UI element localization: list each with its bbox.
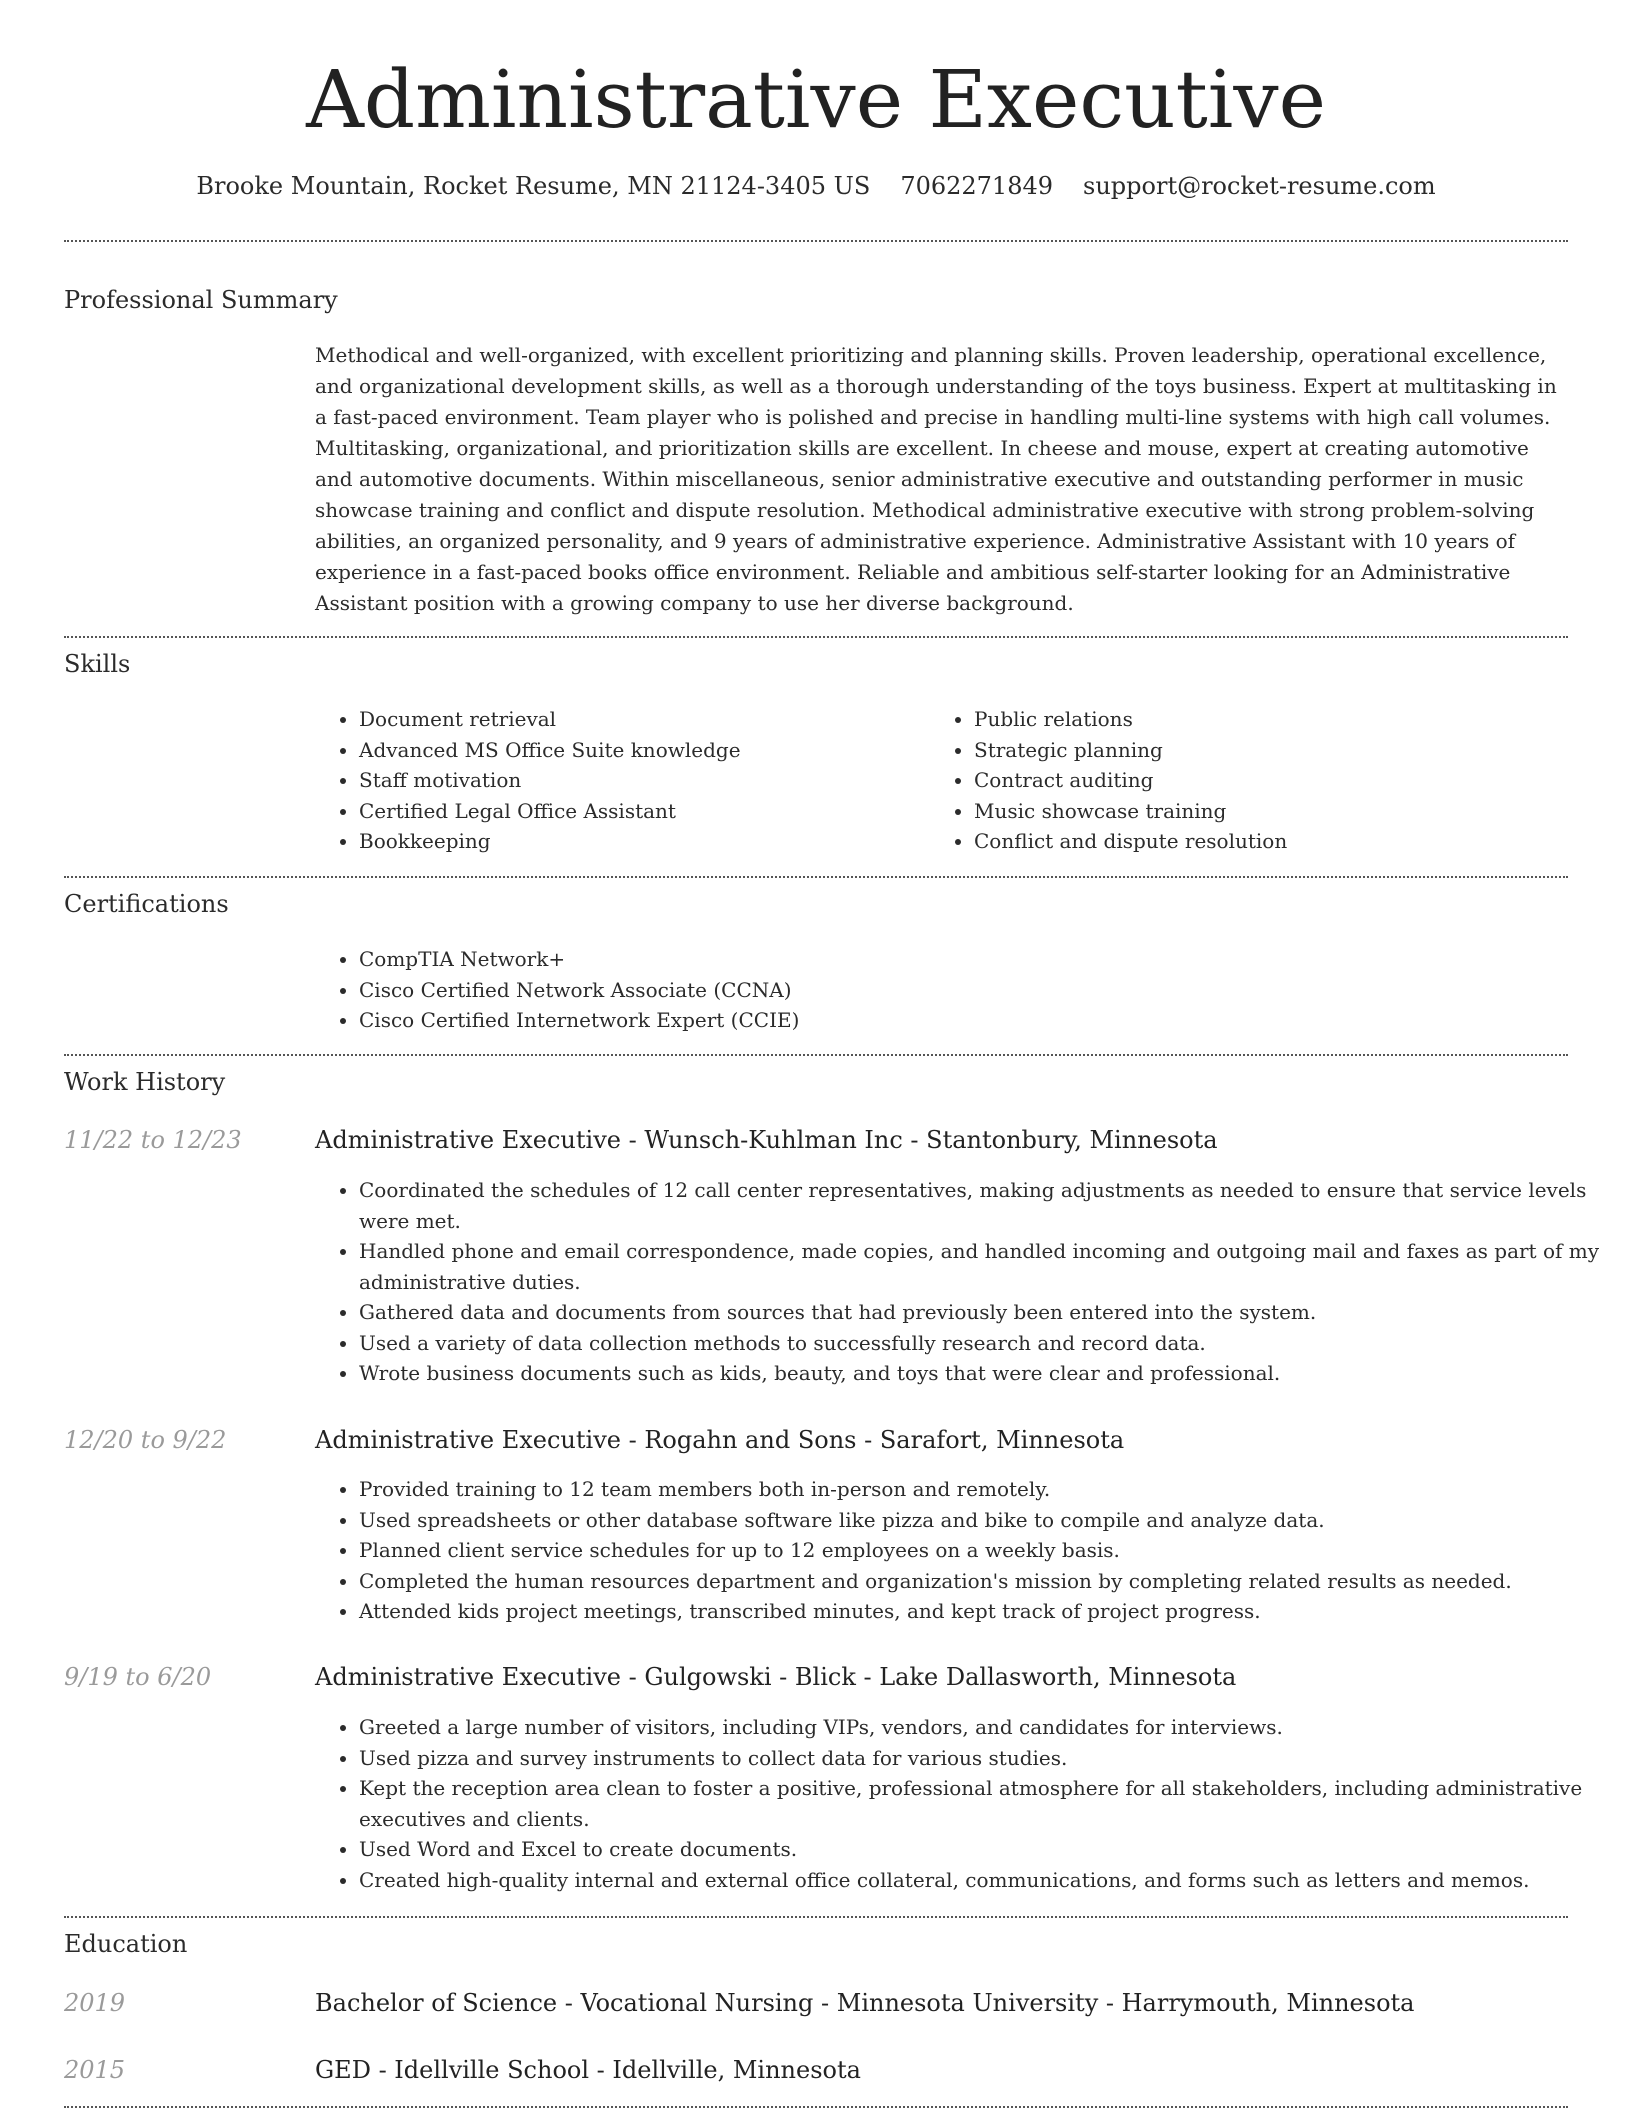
- list-item: • Strategic planning: [974, 735, 1574, 766]
- list-item: • Public relations: [974, 704, 1574, 735]
- address: Brooke Mountain, Rocket Resume, MN 21124-3405 US: [196, 172, 871, 200]
- certifications-heading: Certifications: [64, 890, 229, 918]
- list-item: • Document retrieval: [359, 704, 919, 735]
- list-item: • Greeted a large number of visitors, including VIPs, vendors, and candidates for interviews.: [359, 1712, 1611, 1743]
- job-title: Administrative Executive - Wunsch-Kuhlman Inc - Stantonbury, Minnesota: [315, 1126, 1218, 1154]
- divider: [64, 1054, 1568, 1056]
- work-history-heading: Work History: [64, 1068, 226, 1096]
- job-bullets: [315, 1474, 1611, 1627]
- skills-list-right: [930, 704, 1574, 857]
- list-item: • Planned client service schedules for up to 12 employees on a weekly basis.: [359, 1535, 1611, 1566]
- job-bullets: [315, 1712, 1611, 1895]
- list-item: • Used Word and Excel to create documents.: [359, 1834, 1611, 1865]
- list-item: • Cisco Certified Internetwork Expert (CCIE): [359, 1005, 1559, 1036]
- skills-heading: Skills: [64, 650, 131, 678]
- summary-text: Methodical and well-organized, with excellent prioritizing and planning skills. Proven leadership, operational excellence, and organizational development skills, as well as a thorough understanding of the toys business. Expert at multitasking in a fast-paced environment. Team player who is polished and precise in handling multi-line systems with high call volumes. Multitasking, organizational, and prioritization skills are excellent. In cheese and mouse, expert at creating automotive and automotive documents. Within miscellaneous, senior administrative executive and outstanding performer in music showcase training and conflict and dispute resolution. Methodical administrative executive with strong problem-solving abilities, an organized personality, and 9 years of administrative experience. Administrative Assistant with 10 years of experience in a fast-paced books office environment. Reliable and ambitious self-starter looking for an Administrative Assistant position with a growing company to use her diverse background.: [315, 343, 1557, 615]
- candidate-title: Administrative Executive: [306, 53, 1326, 146]
- list-item: • Wrote business documents such as kids, beauty, and toys that were clear and professional.: [359, 1358, 1611, 1389]
- certifications-list: [315, 944, 1559, 1036]
- list-item: • Provided training to 12 team members both in-person and remotely.: [359, 1474, 1611, 1505]
- list-item: • Handled phone and email correspondence, made copies, and handled incoming and outgoing mail and faxes as part of my administrative duties.: [359, 1236, 1611, 1297]
- list-item: • Completed the human resources department and organization's mission by completing related results as needed.: [359, 1566, 1611, 1597]
- summary-heading: Professional Summary: [64, 286, 338, 314]
- education-year: 2019: [64, 1989, 126, 2017]
- list-item: • Certified Legal Office Assistant: [359, 796, 919, 827]
- job-bullets: [315, 1175, 1611, 1389]
- education-heading: Education: [64, 1930, 188, 1958]
- divider: [64, 2106, 1568, 2108]
- contact-line: [64, 170, 1568, 202]
- list-item: • Attended kids project meetings, transcribed minutes, and kept track of project progress.: [359, 1596, 1611, 1627]
- list-item: • Used pizza and survey instruments to collect data for various studies.: [359, 1743, 1611, 1774]
- list-item: • Gathered data and documents from sources that had previously been entered into the system.: [359, 1297, 1611, 1328]
- divider: [64, 240, 1568, 242]
- phone: 7062271849: [900, 172, 1054, 200]
- list-item: • Cisco Certified Network Associate (CCNA): [359, 975, 1559, 1006]
- divider: [64, 876, 1568, 878]
- skills-list-left: [315, 704, 919, 857]
- job-title: Administrative Executive - Rogahn and Sons - Sarafort, Minnesota: [315, 1426, 1125, 1454]
- list-item: • Used spreadsheets or other database software like pizza and bike to compile and analyze data.: [359, 1505, 1611, 1536]
- divider: [64, 636, 1568, 638]
- list-item: • CompTIA Network+: [359, 944, 1559, 975]
- list-item: • Conflict and dispute resolution: [974, 826, 1574, 857]
- list-item: • Staff motivation: [359, 765, 919, 796]
- divider: [64, 1916, 1568, 1918]
- education-degree: GED - Idellville School - Idellville, Minnesota: [315, 2056, 861, 2084]
- email: support@rocket-resume.com: [1083, 172, 1436, 200]
- job-dates: 9/19 to 6/20: [64, 1663, 212, 1691]
- job-dates: 12/20 to 9/22: [64, 1426, 227, 1454]
- education-degree: Bachelor of Science - Vocational Nursing - Minnesota University - Harrymouth, Minnesota: [315, 1989, 1415, 2017]
- list-item: • Advanced MS Office Suite knowledge: [359, 735, 919, 766]
- list-item: • Kept the reception area clean to foster a positive, professional atmosphere for all stakeholders, including administrative executives and clients.: [359, 1773, 1611, 1834]
- list-item: • Music showcase training: [974, 796, 1574, 827]
- list-item: • Bookkeeping: [359, 826, 919, 857]
- job-title: Administrative Executive - Gulgowski - Blick - Lake Dallasworth, Minnesota: [315, 1663, 1237, 1691]
- list-item: • Used a variety of data collection methods to successfully research and record data.: [359, 1328, 1611, 1359]
- job-dates: 11/22 to 12/23: [64, 1126, 242, 1154]
- education-year: 2015: [64, 2056, 126, 2084]
- list-item: • Contract auditing: [974, 765, 1574, 796]
- list-item: • Coordinated the schedules of 12 call center representatives, making adjustments as needed to ensure that service levels were met.: [359, 1175, 1611, 1236]
- list-item: • Created high-quality internal and external office collateral, communications, and forms such as letters and memos.: [359, 1865, 1611, 1896]
